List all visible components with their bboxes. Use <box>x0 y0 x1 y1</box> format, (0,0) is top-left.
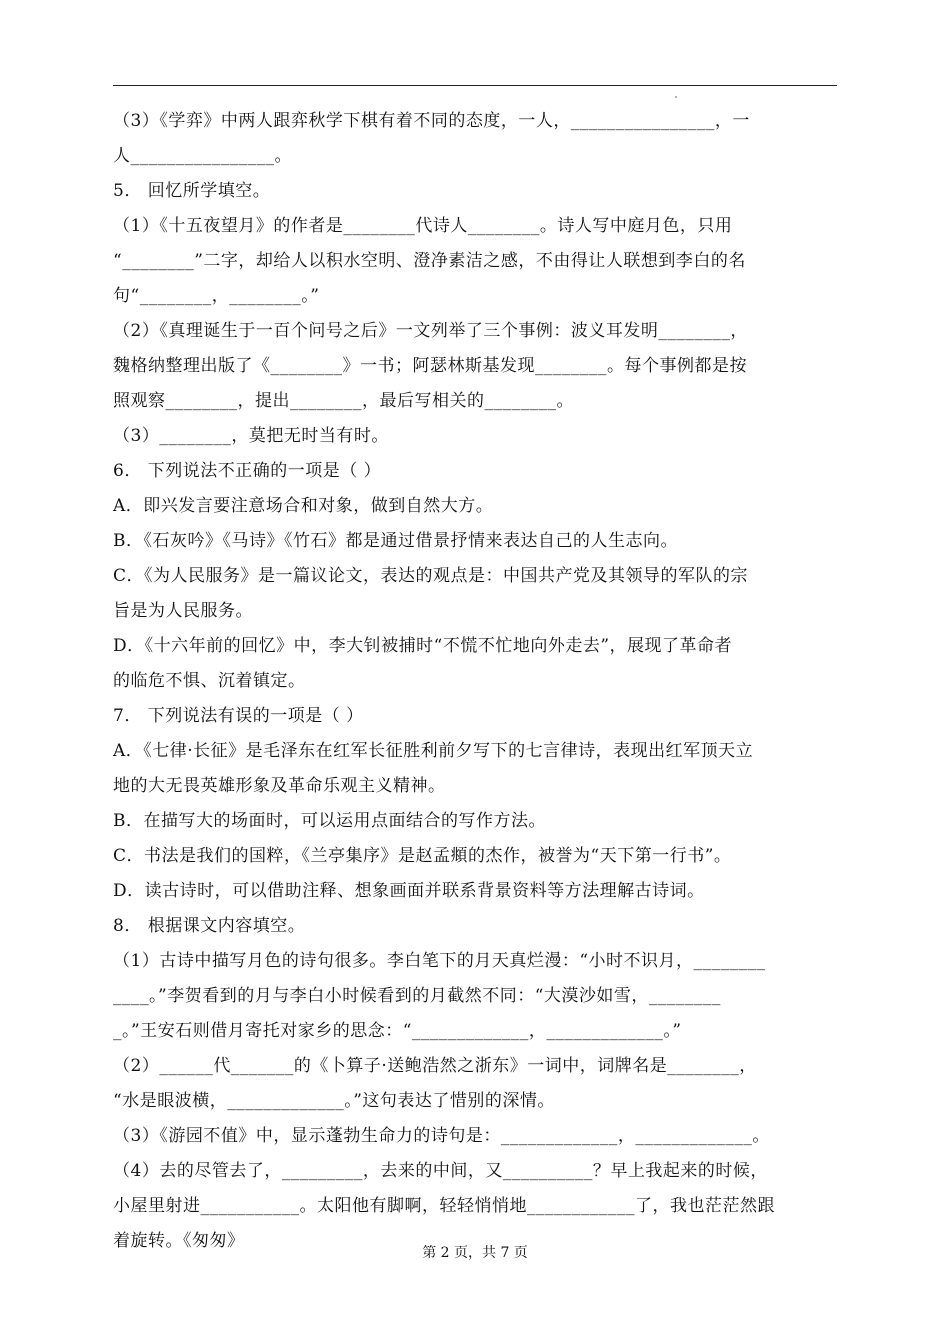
text-line: 魏格纳整理出版了《________》一书；阿瑟林斯基发现________。每个事例都是按 <box>113 356 747 376</box>
text-line: （3）________，莫把无时当有时。 <box>113 426 389 446</box>
text-line: （2）《真理诞生于一百个问号之后》一文列举了三个事例：波义耳发明________， <box>113 321 748 341</box>
header-rule <box>113 85 837 86</box>
text-line: （2）______代_______的《卜算子·送鲍浩然之浙东》一词中，词牌名是________， <box>113 1056 757 1076</box>
question-8-title: 8． 根据课文内容填空。 <box>113 916 306 936</box>
question-7-title: 7． 下列说法有误的一项是（ ） <box>113 706 364 726</box>
text-line: （3）《游园不值》中，显示蓬勃生命力的诗句是：_____________，_____________。 <box>113 1126 770 1146</box>
option-line: D．《十六年前的回忆》中，李大钊被捕时“不慌不忙地向外走去”，展现了革命者 <box>113 636 733 656</box>
option-line: A．即兴发言要注意场合和对象，做到自然大方。 <box>113 496 494 516</box>
question-5-title: 5． 回忆所学填空。 <box>113 181 271 201</box>
text-line: 小屋里射进___________。太阳他有脚啊，轻轻悄悄地____________了，我也茫茫然跟 <box>113 1196 775 1216</box>
text-line: 地的大无畏英雄形象及革命乐观主义精神。 <box>113 776 446 796</box>
text-line: _。”王安石则借月寄托对家乡的思念：“_____________，_____________。” <box>113 1021 682 1041</box>
text-line: “水是眼波横，_____________。”这句表达了惜别的深情。 <box>113 1091 555 1111</box>
text-line: （3）《学弈》中两人跟弈秋学下棋有着不同的态度，一人，________________，一 <box>113 111 750 131</box>
text-line: 句“________，________。” <box>113 286 320 306</box>
option-line: B．在描写大的场面时，可以运用点面结合的写作方法。 <box>113 811 546 831</box>
text-line: （1）古诗中描写月色的诗句很多。李白笔下的月天真烂漫：“小时不识月，________ <box>113 951 766 971</box>
option-line: C．《为人民服务》是一篇议论文，表达的观点是：中国共产党及其领导的军队的宗 <box>113 566 749 586</box>
option-line: C．书法是我们的国粹，《兰亭集序》是赵孟頫的杰作，被誉为“天下第一行书”。 <box>113 846 732 866</box>
text-line: 照观察________，提出________，最后写相关的________。 <box>113 391 574 411</box>
header-mark <box>675 96 677 98</box>
option-line: B．《石灰吟》《马诗》《竹石》都是通过借景抒情来表达自己的人生志向。 <box>113 531 678 551</box>
text-line: 人________________。 <box>113 146 292 166</box>
text-line: 的临危不惧、沉着镇定。 <box>113 671 306 691</box>
option-line: A．《七律·长征》是毛泽东在红军长征胜利前夕写下的七言律诗，表现出红军顶天立 <box>113 741 754 761</box>
page-number: 第 2 页，共 7 页 <box>422 1245 528 1261</box>
question-text <box>113 104 837 1259</box>
text-line: ____。”李贺看到的月与李白小时候看到的月截然不同：“大漠沙如雪，________ <box>113 986 721 1006</box>
text-line: 旨是为人民服务。 <box>113 601 253 621</box>
text-line: （1）《十五夜望月》的作者是________代诗人________。诗人写中庭月色，只用 <box>113 216 733 236</box>
option-line: D．读古诗时，可以借助注释、想象画面并联系背景资料等方法理解古诗词。 <box>113 881 705 901</box>
text-line: 着旋转。《匆匆》 <box>113 1231 245 1251</box>
text-line: “________”二字，却给人以积水空明、澄净素洁之感，不由得让人联想到李白的名 <box>113 251 746 271</box>
question-6-title: 6． 下列说法不正确的一项是（ ） <box>113 461 382 481</box>
text-line: （4）去的尽管去了，_________，去来的中间，又__________？早上我起来的时候， <box>113 1161 768 1181</box>
